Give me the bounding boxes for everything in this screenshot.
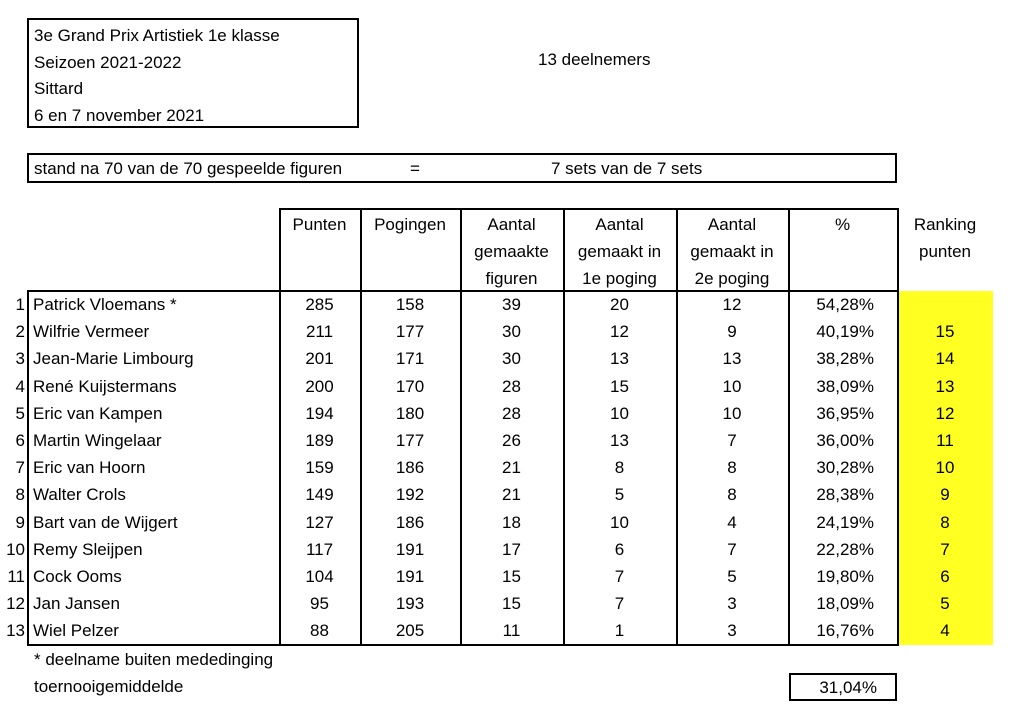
cell-eerste: 1 — [614, 621, 625, 641]
cell-pogingen: 180 — [395, 403, 425, 423]
cell-pogingen: 191 — [395, 539, 425, 559]
header-tweede: Aantal gemaakt in 2e poging — [690, 215, 774, 288]
cell-eerste: 10 — [610, 512, 629, 532]
cell-tweede: 8 — [727, 458, 737, 478]
cell-pogingen: 192 — [395, 485, 425, 505]
cell-percent: 18,09% — [816, 594, 874, 614]
event-title: 3e Grand Prix Artistiek 1e klasse — [34, 26, 280, 45]
cell-percent: 36,00% — [816, 431, 874, 450]
participant-count: 13 deelnemers — [538, 50, 651, 69]
cell-punten: 159 — [305, 458, 334, 478]
cell-percent: 19,80% — [816, 567, 874, 586]
cell-percent: 28,38% — [816, 485, 874, 505]
cell-ranking: 15 — [935, 322, 955, 342]
status-equals: = — [410, 159, 420, 178]
row-rank: 8 — [15, 485, 25, 505]
cell-punten: 127 — [305, 512, 334, 532]
header-ranking: Ranking punten — [913, 215, 977, 261]
cell-eerste: 10 — [610, 403, 629, 423]
cell-tweede: 7 — [727, 431, 737, 450]
row-rank: 11 — [7, 567, 25, 586]
cell-figuren: 26 — [502, 431, 521, 450]
row-rank: 13 — [6, 621, 25, 641]
row-rank: 4 — [15, 376, 25, 396]
cell-ranking: 6 — [940, 567, 950, 586]
cell-eerste: 7 — [614, 594, 625, 614]
cell-pogingen: 170 — [395, 376, 425, 396]
cell-figuren: 39 — [502, 295, 521, 314]
event-location: Sittard — [34, 79, 84, 98]
header-eerste: Aantal gemaakt in 1e poging — [577, 215, 662, 288]
cell-tweede: 3 — [727, 594, 737, 614]
cell-percent: 54,28% — [816, 295, 874, 314]
cell-ranking: 11 — [936, 431, 954, 450]
cell-punten: 189 — [305, 431, 334, 450]
cell-pogingen: 186 — [395, 512, 425, 532]
row-name: Bart van de Wijgert — [33, 512, 178, 532]
cell-eerste: 15 — [610, 376, 629, 396]
cell-ranking: 14 — [935, 349, 955, 369]
cell-eerste: 13 — [610, 349, 629, 369]
cell-tweede: 10 — [722, 403, 742, 423]
event-season: Seizoen 2021-2022 — [34, 52, 182, 72]
cell-pogingen: 171 — [395, 349, 425, 369]
cell-ranking: 10 — [935, 458, 955, 478]
cell-pogingen: 177 — [395, 431, 425, 450]
row-name: Cock Ooms — [33, 567, 122, 586]
cell-tweede: 5 — [727, 567, 737, 586]
cell-figuren: 21 — [502, 458, 521, 478]
cell-figuren: 11 — [502, 621, 521, 641]
row-name: Martin Wingelaar — [33, 431, 162, 450]
cell-ranking — [897, 291, 993, 318]
cell-figuren: 18 — [502, 512, 521, 532]
cell-percent: 38,09% — [816, 376, 874, 396]
cell-figuren: 15 — [502, 594, 521, 614]
cell-figuren: 28 — [502, 403, 521, 423]
cell-pogingen: 177 — [395, 322, 425, 342]
cell-tweede: 8 — [727, 485, 737, 505]
cell-ranking: 4 — [940, 621, 950, 641]
cell-pogingen: 205 — [395, 621, 425, 641]
row-name: Jean-Marie Limbourg — [33, 349, 194, 369]
average-box — [789, 673, 897, 701]
cell-eerste: 8 — [614, 458, 625, 478]
cell-figuren: 15 — [502, 567, 521, 586]
cell-ranking: 13 — [935, 376, 955, 396]
table-top-line — [279, 208, 899, 210]
row-rank: 2 — [15, 322, 25, 342]
cell-punten: 149 — [305, 485, 334, 505]
cell-percent: 24,19% — [816, 512, 874, 532]
cell-tweede: 10 — [722, 376, 742, 396]
cell-ranking: 7 — [940, 539, 950, 559]
row-name: Walter Crols — [33, 485, 126, 505]
cell-punten: 104 — [305, 567, 334, 586]
row-rank: 9 — [15, 512, 25, 532]
header-pogingen: Pogingen — [374, 215, 446, 234]
row-name: Eric van Kampen — [33, 403, 163, 423]
cell-tweede: 13 — [722, 349, 742, 369]
cell-pogingen: 186 — [395, 458, 425, 478]
event-date: 6 en 7 november 2021 — [34, 105, 205, 125]
row-name: Patrick Vloemans * — [33, 295, 177, 314]
row-name: Wilfrie Vermeer — [33, 322, 150, 342]
cell-punten: 201 — [305, 349, 334, 369]
row-name: Jan Jansen — [33, 594, 120, 614]
cell-tweede: 12 — [722, 295, 742, 314]
name-left-line — [27, 290, 29, 646]
cell-percent: 38,28% — [816, 349, 874, 369]
row-rank: 6 — [15, 431, 25, 450]
cell-tweede: 4 — [727, 512, 737, 532]
cell-punten: 194 — [305, 403, 334, 423]
cell-figuren: 17 — [502, 539, 521, 559]
cell-ranking: 5 — [940, 594, 950, 614]
row-name: René Kuijstermans — [33, 376, 177, 396]
row-rank: 3 — [15, 349, 25, 369]
row-rank: 7 — [15, 458, 25, 478]
cell-figuren: 30 — [502, 349, 521, 369]
header-punten: Punten — [292, 215, 347, 234]
cell-pogingen: 191 — [395, 567, 425, 586]
cell-ranking: 12 — [935, 403, 955, 423]
row-rank: 12 — [6, 594, 25, 614]
cell-ranking: 8 — [940, 512, 950, 532]
row-rank: 10 — [6, 539, 25, 559]
cell-punten: 211 — [305, 322, 334, 342]
cell-percent: 16,76% — [816, 621, 874, 641]
cell-punten: 285 — [305, 295, 334, 314]
cell-ranking: 9 — [940, 485, 950, 505]
cell-figuren: 21 — [502, 485, 521, 505]
header-figuren: Aantal gemaakte figuren — [474, 215, 549, 288]
row-rank: 1 — [15, 295, 25, 314]
cell-eerste: 5 — [614, 485, 625, 505]
cell-punten: 88 — [310, 621, 329, 641]
row-name: Remy Sleijpen — [33, 539, 143, 559]
cell-punten: 95 — [310, 594, 329, 614]
cell-pogingen: 193 — [395, 594, 425, 614]
status-box — [27, 153, 897, 183]
cell-eerste: 13 — [610, 431, 629, 450]
cell-percent: 40,19% — [816, 322, 874, 342]
cell-punten: 117 — [305, 539, 334, 559]
row-name: Eric van Hoorn — [33, 458, 146, 478]
cell-percent: 30,28% — [816, 458, 874, 478]
cell-figuren: 30 — [502, 322, 521, 342]
cell-eerste: 20 — [610, 295, 629, 314]
footnote: * deelname buiten mededinging — [34, 650, 274, 669]
cell-eerste: 7 — [614, 567, 625, 586]
cell-tweede: 3 — [727, 621, 737, 641]
cell-figuren: 28 — [502, 376, 521, 396]
cell-punten: 200 — [305, 376, 334, 396]
header-percent: % — [834, 215, 851, 234]
cell-eerste: 12 — [610, 322, 629, 342]
cell-pogingen: 158 — [395, 295, 425, 314]
row-name: Wiel Pelzer — [33, 621, 119, 641]
average-label: toernooigemiddelde — [34, 677, 184, 696]
status-right: 7 sets van de 7 sets — [551, 159, 703, 178]
cell-tweede: 9 — [727, 322, 737, 342]
row-rank: 5 — [15, 403, 25, 423]
cell-percent: 36,95% — [816, 403, 874, 423]
cell-percent: 22,28% — [816, 539, 874, 559]
average-value: 31,04% — [819, 678, 877, 697]
cell-eerste: 6 — [614, 539, 625, 559]
cell-tweede: 7 — [727, 539, 737, 559]
event-info-box — [27, 18, 359, 128]
status-left: stand na 70 van de 70 gespeelde figuren — [34, 159, 343, 178]
